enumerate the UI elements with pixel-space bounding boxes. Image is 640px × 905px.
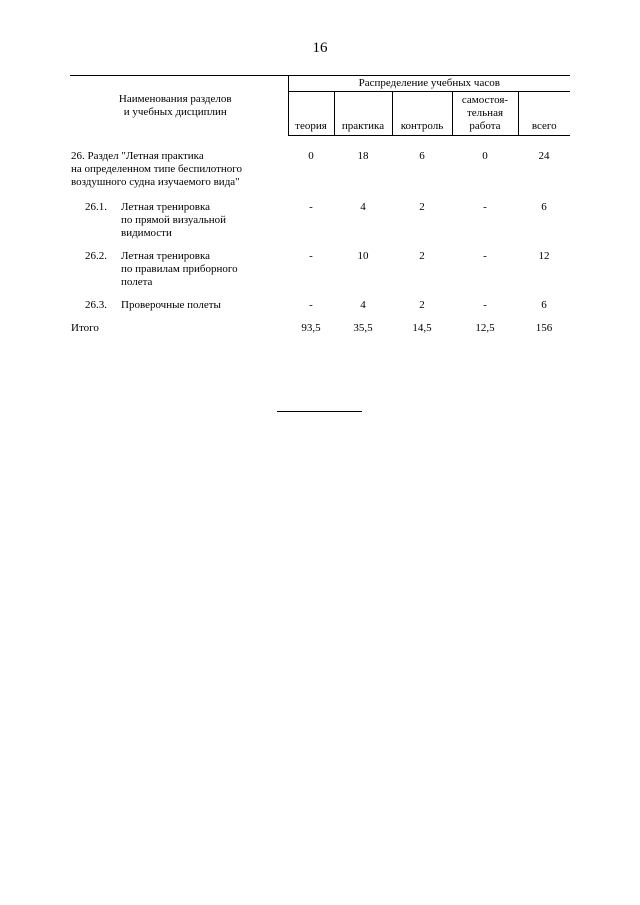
discipline-line: Проверочные полеты: [121, 299, 221, 311]
name-header-line: и учебных дисциплин: [123, 105, 227, 118]
table-row: [70, 201, 570, 250]
hours-value-cell: 4: [360, 201, 366, 213]
discipline-line: Итого: [71, 322, 99, 334]
column-header-line: контроль: [400, 120, 444, 132]
column-header-line: практика: [341, 120, 385, 132]
table-row: [70, 250, 570, 299]
hours-value-cell: 6: [541, 299, 547, 311]
hours-value-cell: -: [309, 201, 313, 213]
discipline-label: [121, 250, 287, 289]
column-header-line: работа: [469, 120, 501, 132]
table-row: [70, 150, 570, 201]
discipline-name: [71, 299, 287, 312]
column-header-line: тельная: [466, 107, 504, 119]
discipline-name: [71, 150, 287, 189]
discipline-line: Летная тренировка: [121, 201, 211, 213]
hours-value-cell: 6: [419, 150, 425, 162]
hours-value-cell: -: [309, 250, 313, 262]
discipline-name: [71, 250, 287, 289]
total-row: [70, 322, 570, 345]
discipline-name-cell: [70, 250, 288, 299]
hours-value-cell: 2: [419, 299, 425, 311]
discipline-label: [121, 299, 287, 312]
discipline-line: на определенном типе беспилотного: [71, 163, 243, 175]
discipline-line: по правилам приборного: [121, 263, 238, 275]
hours-value-cell: -: [483, 250, 487, 262]
hours-value-cell: 12,5: [475, 322, 495, 334]
column-header: [518, 92, 570, 136]
hours-value-cell: -: [309, 299, 313, 311]
column-header: [452, 92, 518, 136]
table-row: [70, 299, 570, 322]
end-rule: [277, 411, 362, 412]
hours-value-cell: 24: [538, 150, 550, 162]
table-body: [70, 136, 570, 346]
discipline-line: 26. Раздел "Летная практика: [71, 150, 204, 162]
hours-value-cell: 6: [541, 201, 547, 213]
discipline-name: [71, 201, 287, 240]
discipline-line: видимости: [121, 227, 172, 239]
discipline-line: полета: [121, 276, 153, 288]
hours-value-cell: -: [483, 299, 487, 311]
hours-value-cell: 4: [360, 299, 366, 311]
hours-value-cell: 35,5: [353, 322, 373, 334]
discipline-name-cell: [70, 322, 288, 345]
spacer-row: [70, 136, 570, 151]
name-header-line: Наименования разделов: [118, 92, 232, 105]
page-number: 16: [312, 40, 328, 56]
hours-value-cell: 156: [535, 322, 553, 334]
column-header-line: самостоя-: [461, 94, 509, 106]
discipline-code: 26.1.: [85, 201, 107, 213]
hours-value-cell: 93,5: [301, 322, 321, 334]
discipline-label: [121, 201, 287, 240]
hours-value-cell: -: [483, 201, 487, 213]
column-header: [334, 92, 392, 136]
study-hours-table: [70, 75, 570, 345]
hours-value-cell: 10: [357, 250, 369, 262]
column-header: [392, 92, 452, 136]
hours-distribution-header: Распределение учебных часов: [288, 76, 570, 92]
discipline-code: 26.2.: [85, 250, 107, 262]
hours-value-cell: 2: [419, 250, 425, 262]
discipline-name: [71, 322, 287, 335]
discipline-name-cell: [70, 299, 288, 322]
column-header: [288, 92, 334, 136]
hours-value-cell: 0: [308, 150, 314, 162]
discipline-code: 26.3.: [85, 299, 107, 311]
discipline-line: по прямой визуальной: [121, 214, 226, 226]
column-header-line: теория: [295, 120, 327, 132]
column-header-line: всего: [531, 120, 557, 132]
hours-value-cell: 12: [538, 250, 550, 262]
hours-value-cell: 14,5: [412, 322, 432, 334]
hours-value-cell: 0: [482, 150, 488, 162]
hours-value-cell: 2: [419, 201, 425, 213]
name-column-header: [70, 76, 288, 136]
discipline-line: воздушного судна изучаемого вида": [71, 176, 240, 188]
discipline-line: Летная тренировка: [121, 250, 211, 262]
spacer-cell: [70, 136, 570, 151]
hours-value-cell: 18: [357, 150, 369, 162]
discipline-name-cell: [70, 201, 288, 250]
discipline-name-cell: [70, 150, 288, 201]
